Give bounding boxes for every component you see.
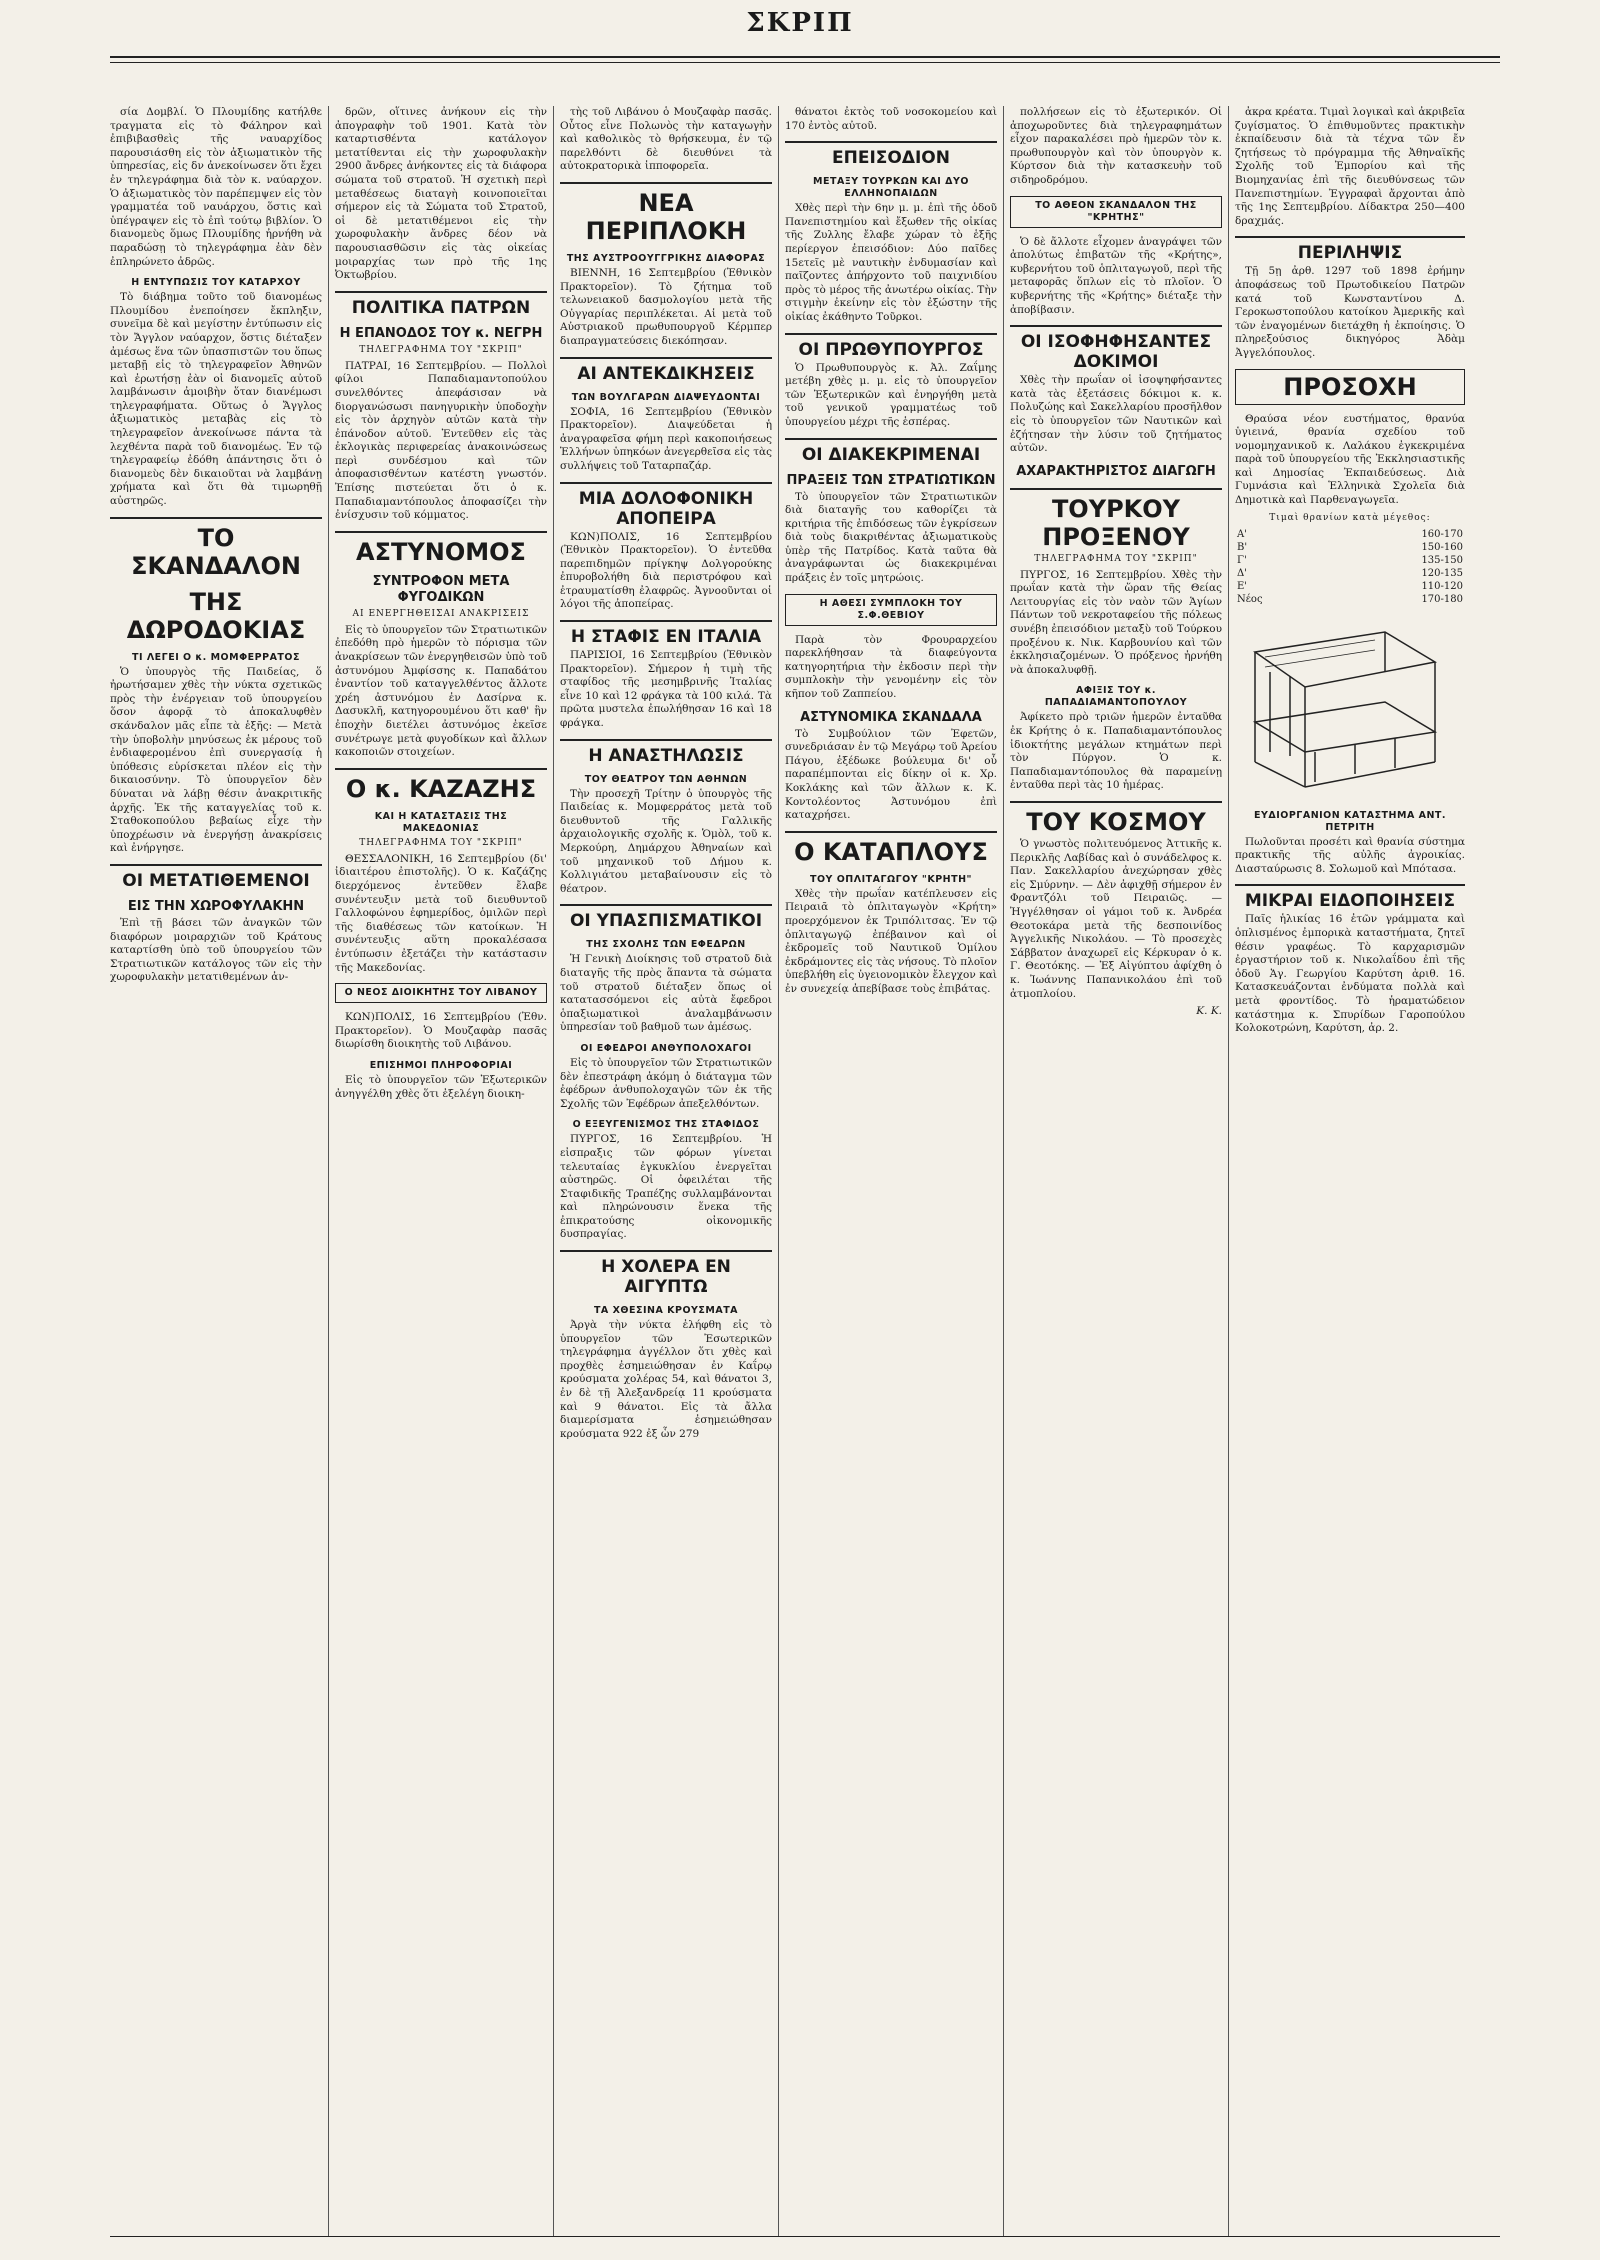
article-headline: ΟΙ ΠΡΩΘΥΠΟΥΡΓΟΣ [785,333,997,360]
article-headline: ΑΦΙΞΙΣ ΤΟΥ κ. ΠΑΠΑΔΙΑΜΑΝΤΟΠΟΥΛΟΥ [1044,685,1188,709]
article-text: ΠΥΡΓΟΣ, 16 Σεπτεμβρίου. Χθὲς τὴν πρωΐαν κατὰ τὴν ὥραν τῆς Θείας Λειτουργίας εἰς τὸν ναὸν τῶν Ἁγίων Πάντων τοῦ νεκροταφείου τῆς πόλεως συνέβη ἐπεισόδιον μεταξὺ τοῦ Τούρκου προξένου κ. Νικ. Καρβουνίου καὶ τῶν ἐκκλησιαζομένων. Ὁ πρόξενος ἠρνήθη νὰ ἀποκαλυφθῇ. [1010,568,1222,676]
telegram-line: ΤΗΛΕΓΡΑΦΗΜΑ ΤΟΥ "ΣΚΡΙΠ" [359,344,523,355]
price-label: Νέος [1237,593,1263,605]
article-headline-sub: ΤΩΝ ΒΟΥΛΓΑΡΩΝ ΔΙΑΨΕΥΔΟΝΤΑΙ [571,391,761,403]
article-text: δρῶν, οἵτινες ἀνήκουν εἰς τὴν ἀπογραφὴν τοῦ 1901. Κατὰ τὸν καταρτισθέντα κατάλογον μετατίθενται εἰς τὴν χωροφυλακὴν 2900 ἄνδρες ἀνήκοντες εἰς τὰ διάφορα σώματα τοῦ στρατοῦ. Ἡ σχετικὴ περὶ μεταθέσεως διαταγὴ κοινοποιεῖται σήμερον εἰς τὰ Σώματα τοῦ Στρατοῦ, οἱ δὲ μετατιθέμενοι εἰς τὴν χωροφυλακὴν ἄνδρες δέον νὰ παρουσιασθῶσιν εἰς τὰς οἰκείας μοιραρχίας των πρὸ τῆς 1ης Ὀκτωβρίου. [335,106,547,282]
price-row [1235,528,1465,541]
article-text: Τὸ Συμβούλιον τῶν Ἐφετῶν, συνεδριάσαν ἐν τῷ Μεγάρῳ τοῦ Ἀρείου Πάγου, ἐξέδωκε βούλευμα δι' οὗ παραπέμπονται εἰς δίκην οἱ κ. Χρ. Κοκλάκης καὶ τῶν ἄλλων κ. Κ. Κοντολέοντος Ἀστυνόμου ἐπὶ καταχρήσει. [785,727,997,822]
price-label: Ε' [1237,580,1248,592]
article-headline-sub: ΕΙΣ ΤΗΝ ΧΩΡΟΦΥΛΑΚΗΝ [127,898,305,914]
article-headline: ΟΙ ΜΕΤΑΤΙΘΕΜΕΝΟΙ [110,864,322,891]
article-text: ΒΙΕΝΝΗ, 16 Σεπτεμβρίου (Ἐθνικὸν Πρακτορεῖον). Τὸ ζήτημα τοῦ τελωνειακοῦ δασμολογίου μετὰ τῆς Οὐγγαρίας περιπλέκεται. Αἱ μετὰ τοῦ Αὐστριακοῦ πρωθυπουργοῦ Κέρμπερ διαπραγματεύσεις διεκόπησαν. [560,266,772,347]
article-text: Ἡ Γενικὴ Διοίκησις τοῦ στρατοῦ διὰ διαταγῆς τῆς πρὸς ἅπαντα τὰ σώματα τοῦ στρατοῦ διέταξεν ὅπως οἱ κατατασσόμενοι εἰς αὐτὰ ἔφεδροι ὁπαξιωματικοὶ ἀναλαμβάνωσιν ὑπηρεσίαν τοῦ βαθμοῦ των ἀμέσως. [560,953,772,1034]
article-headline-sub: ΤΗΣ ΣΧΟΛΗΣ ΤΩΝ ΕΦΕΔΡΩΝ [586,939,746,951]
column-divider [328,106,329,2236]
article-text: Τὸ ὑπουργεῖον τῶν Στρατιωτικῶν διὰ διαταγῆς του καθορίζει τὰ κριτήρια τῆς ἐπιδόσεως τῶν ἐγκρίσεων διὰ τοὺς διακριθέντας ἀξιωματικοὺς ὑπὲρ τῆς Πατρίδος. Κατὰ ταῦτα θὰ ἀναγράφωνται ὡς διακεκριμέναι πράξεις ἐν τοῖς μητρώοις. [785,490,997,585]
notice-text: Παῖς ἡλικίας 16 ἐτῶν γράμματα καὶ ὁπλισμένος ἐμπορικὰ καταστήματα, ζητεῖ θέσιν γραφέως. Τὸ καρχαρισμῶν ἐργαστήριον τοῦ κ. Νικολαΐδου ἐπὶ τῆς ὁδοῦ Ἁγ. Γεωργίου Καρύτση ἀριθ. 16. Κατασκευάζονται ἐνδύματα πολλὰ καὶ μετὰ φροντίδος. Τὸ ἡραματώδειον κατάστημα κ. Σπυρίδων Γαροπούλου Κολοκοτρώνη, Καρύτση, ἀρ. 2. [1235,913,1465,1035]
article-headline: ΟΙ ΙΣΟΦΗΦΗΣΑΝΤΕΣ ΔΟΚΙΜΟΙ [1010,325,1222,372]
price-value: 150-160 [1421,541,1463,553]
telegram-line: ΤΗΛΕΓΡΑΦΗΜΑ ΤΟΥ "ΣΚΡΙΠ" [359,837,523,848]
price-row [1235,580,1465,593]
article-text: Ὁ Πρωθυπουργὸς κ. Ἀλ. Ζαΐμης μετέβη χθὲς μ. μ. εἰς τὸ ὑπουργεῖον τῶν Ἐξωτερικῶν καὶ ἐνηργήθη μετὰ τοῦ γενικοῦ γραμματέως τοῦ ὑπουργείου μέχρι τῆς ἑσπέρας. [785,361,997,428]
notice-headline: ΠΕΡΙΛΗΨΙΣ [1235,236,1465,263]
article-headline-sub: ΠΡΑΞΕΙΣ ΤΩΝ ΣΤΡΑΤΙΩΤΙΚΩΝ [786,472,996,488]
article-headline-sub: ΜΕΤΑΞΥ ΤΟΥΡΚΩΝ ΚΑΙ ΔΥΟ ΕΛΛΗΝΟΠΑΙΔΩΝ [813,176,969,200]
article-text: Εἰς τὸ ὑπουργεῖον τῶν Στρατιωτικῶν δὲν ἐπεστράφη ἀκόμη ὁ διάταγμα τῶν ἐφέδρων ἀνθυπολοχαγῶν τῶν ἐκ τῆς Σχολῆς τῶν Ἐφέδρων ἀπεξελθόντων. [560,1056,772,1110]
article-text: Χθὲς τὴν πρωΐαν κατέπλευσεν εἰς Πειραιᾶ τὸ ὁπλιταγωγὸν «Κρήτη» προερχόμενον ἐκ Τριπόλιτσας. Ἐν τῷ ὁπλιταγωγῷ ἐπέβαινον καὶ οἱ ἐκδρομεῖς τοῦ Ναυτικοῦ Ὁμίλου ἐκδράμοντες εἰς τὰς νήσους. Τὸ πλοῖον ὑπεβλήθη εἰς ὑγειονομικὸν ἔλεγχον καὶ ἐν συνεχείᾳ ἀπεβίβασε τοὺς ἐπιβάτας. [785,887,997,995]
price-label: Γ' [1237,554,1247,566]
price-value: 170-180 [1421,593,1463,605]
article-text: Εἰς τὸ ὑπουργεῖον τῶν Ἐξωτερικῶν ἀνηγγέλθη χθὲς ὅτι ἐξελέγη διοικη- [335,1073,547,1100]
article-subheading: ΤΙ ΛΕΓΕΙ Ο κ. ΜΟΜΦΕΡΡΑΤΟΣ [132,651,300,663]
article-headline: ΑΙ ΑΝΤΕΚΔΙΚΗΣΕΙΣ [560,357,772,384]
article-text: Τὴν προσεχῆ Τρίτην ὁ ὑπουργὸς τῆς Παιδείας κ. Μομφερράτος μετὰ τοῦ διευθυντοῦ τῆς Γαλλικῆς ἀρχαιολογικῆς σχολῆς κ. Ὁμὸλ, τοῦ κ. Μερκούρη, Δημάρχου Ἀθηναίων καὶ τοῦ μηχανικοῦ τοῦ Δήμου κ. Κολλιγιάτου μεταβαίνουσιν εἰς τὸ θέατρον. [560,787,772,895]
column-4 [785,106,997,2226]
price-label: Δ' [1237,567,1247,579]
article-text: Τὸ διάβημα τοῦτο τοῦ διανομέως Πλουμίδου ἐνεποίησεν ἔκπληξιν, συνεῖμα δὲ καὶ μεγίστην ἐντύπωσιν εἰς τὸν Ἄγγλον ναύαρχον, ὅστις διέταξεν ἀμέσως ἕνα τῶν ὑπασπιστῶν του ὅπως μεταβῇ εἰς τὸ τηλεγραφεῖον Ἀθηνῶν καὶ ἐρωτήσῃ ἐὰν οἱ διανομεῖς αὐτοῦ λαμβάνωσιν ἀμοιβὴν ὅταν διανέμωσι τηλεγραφήματα. Οὕτως ὁ Ἄγγλος ἀξιωματικὸς μεταβὰς εἰς τὸ τηλεγραφεῖον ἀνεκοίνωσε πάντα τὰ λεχθέντα παρὰ τοῦ διανομέως. Ἐν τῷ τηλεγραφείῳ ἐδόθη ἀπάντησις ὅτι ὁ διανομεὺς δὲν δικαιοῦται νὰ λαμβάνῃ χρήματα καὶ ὅτι θὰ τιμωρηθῇ αὐστηρῶς. [110,291,322,508]
article-headline: Ο κ. ΚΑΖΑΖΗΣ [335,768,547,803]
price-value: 135-150 [1421,554,1463,566]
price-value: 160-170 [1421,528,1463,540]
article-text: πολλήσεων εἰς τὸ ἐξωτερικόν. Οἱ ἀποχωροῦντες διὰ τηλεγραφημάτων εἶχον παρακαλέσει πρὸ ἡμερῶν τὸν κ. πρωθυπουργὸν καὶ τὸν ὑπουργὸν κ. Κύρτσον διὰ τὴν κατασκευὴν τοῦ σιδηροδρόμου. [1010,106,1222,186]
telegram-line: ΤΗΛΕΓΡΑΦΗΜΑ ΤΟΥ "ΣΚΡΙΠ" [1034,553,1198,564]
article-headline: ΑΣΤΥΝΟΜΟΣ [335,531,547,566]
price-table-title: Τιμαὶ θρανίων κατὰ μέγεθος: [1269,512,1431,523]
column-divider [778,106,779,2236]
article-text: ΣΟΦΙΑ, 16 Σεπτεμβρίου (Ἐθνικὸν Πρακτορεῖον). Διαψεύδεται ἡ ἀναγραφεῖσα φήμη περὶ κακοποιήσεως Ἑλλήνων ὑπηκόων ἀνεγερθεῖσα εἰς τὰς συλλήψεις τοῦ Ταταρπαζάρ. [560,405,772,472]
column-5 [1010,106,1222,2226]
column-divider [1228,106,1229,2236]
notices-headline: ΜΙΚΡΑΙ ΕΙΔΟΠΟΙΗΣΕΙΣ [1235,884,1465,911]
article-headline: ΤΟ ΑΘΕΟΝ ΣΚΑΝΔΑΛΟΝ ΤΗΣ "ΚΡΗΤΗΣ" [1010,196,1222,228]
price-row [1235,593,1465,606]
price-label: Α' [1237,528,1247,540]
column-6 [1235,106,1465,2226]
article-headline-sub: ΤΗΣ ΔΩΡΟΔΟΚΙΑΣ [126,587,306,644]
article-text: ΠΑΡΙΣΙΟΙ, 16 Σεπτεμβρίου (Ἐθνικὸν Πρακτορεῖον). Σήμερον ἡ τιμὴ τῆς σταφίδος τῆς μεσημβρινῆς Ἰταλίας εἶνε 10 καὶ 12 φράγκα τὰ 100 κιλά. Τὰ πρῶτα μυστελα ἐπωλήθησαν 16 καὶ 18 φράγκα. [560,649,772,730]
advert-headline: ΠΡΟΣΟΧΗ [1235,369,1465,405]
article-headline: ΟΙ ΔΙΑΚΕΚΡΙΜΕΝΑΙ [785,438,997,465]
article-headline: ΑΧΑΡΑΚΤΗΡΙΣΤΟΣ ΔΙΑΓΩΓΗ [1016,463,1216,479]
article-text: Ὁ ὑπουργὸς τῆς Παιδείας, ὅ ἠρωτήσαμεν χθὲς τὴν νύκτα σχετικῶς πρὸς τὴν ἐνέργειαν τοῦ ὑπουργείου ὅσον ἀφορᾷ τὸ ἀποκαλυφθὲν σκάνδαλον μᾶς εἶπε τὰ ἑξῆς: — Μετὰ τὴν ὑποβολὴν μηνύσεως ἐκ μέρους τοῦ ἐνδιαφερομένου ἐπὶ συνεργασίᾳ ἡ ὑπόθεσις εὑρίσκεται πλέον εἰς τὴν δικαιοσύνην. Τὸ ὑπουργεῖον δὲν δύναται νὰ λάβῃ θέσιν ἀνακριτικῆς ἀρχῆς. Ἐκ τῆς καταγγελίας τοῦ κ. Σταθοκοπούλου βεβαίως εἶχε τὴν ὑποχρέωσιν νὰ ἐνεργήσῃ ἀνακρίσεις καὶ ἐνήργησε. [110,665,322,855]
price-label: Β' [1237,541,1248,553]
column-3 [560,106,772,2226]
article-text: ΚΩΝ)ΠΟΛΙΣ, 16 Σεπτεμβρίου (Ἐθνικὸν Πρακτορεῖον). Ὁ ἐντεῦθα παρεπιδημῶν πρίγκηψ Δολγορούκης ἐπυροβολήθη διὰ περιστρόφου καὶ ἐτραυματίσθη ἐλαφρῶς. Ἀγνοοῦνται οἱ λόγοι τῆς ἀποπείρας. [560,530,772,611]
article-text: ΠΥΡΓΟΣ, 16 Σεπτεμβρίου. Ἡ εἰσπραξις τῶν φόρων γίνεται τελευταίας ἐγκυκλίου ἐνεργεῖται αὐστηρῶς. Οἱ ὀφειλέται τῆς Σταφιδικῆς Τραπέζης συλλαμβάνονται καὶ πληρώνουσιν ἕνεκα τῆς ἐπικρατούσης οἰκονομικῆς δυσπραγίας. [560,1133,772,1241]
article-headline: ΠΟΛΙΤΙΚΑ ΠΑΤΡΩΝ [335,291,547,318]
advert-headline: ΕΥΔΙΟΡΓΑΝΙΟΝ ΚΑΤΑΣΤΗΜΑ ΑΝΤ. ΠΕΤΡΙΤΗ [1254,809,1446,833]
price-row [1235,541,1465,554]
column-2 [335,106,547,2226]
article-text: Ἀργὰ τὴν νύκτα ἐλήφθη εἰς τὸ ὑπουργεῖον τῶν Ἐσωτερικῶν τηλεγράφημα ἀγγέλλον ὅτι χθὲς καὶ προχθὲς ἐσημειώθησαν ἐν Καΐρῳ κρούσματα χολέρας 54, καὶ θάνατοι 3, ἐν δὲ τῇ Ἀλεξανδρείᾳ 11 κρούσματα καὶ 9 θάνατοι. Εἰς τὰ ἄλλα διαμερίσματα ἐσημειώθησαν κρούσματα 922 ἐξ ὧν 279 [560,1319,772,1440]
price-table [1235,528,1465,606]
article-text: Χθὲς περὶ τὴν 6ην μ. μ. ἐπὶ τῆς ὁδοῦ Πανεπιστημίου καὶ ἔξωθεν τῆς οἰκίας τῆς Ζυλλης ἔλαβε χώραν τὸ ἑξῆς περίεργον ἐπεισόδιον: Δύο παῖδες 15ετεῖς μὲ ναυτικὴν ἐνδυμασίαν καὶ παῖζοντες ἀπήρχοντο τοῦ παιχνιδίου πρὸς τὸ μέρος τῆς ἀνωτέρω οἰκίας. Τὴν στιγμὴν ἐκείνην εἰς τὸν ἐξώστην τῆς οἰκίας ἐκάθηντο Τοῦρκοι. [785,202,997,323]
masthead-title: ΣΚΡΙΠ [746,8,854,38]
article-headline-sub: ΤΟΥ ΟΠΛΙΤΑΓΩΓΟΥ "ΚΡΗΤΗ" [809,873,973,885]
section-heading: Η ΕΝΤΥΠΩΣΙΣ ΤΟΥ ΚΑΤΑΡΧΟΥ [131,277,301,289]
signature: Κ. Κ. [1196,1005,1222,1018]
article-headline: Η ΑΘΕΣΙ ΣΥΜΠΛΟΚΗ ΤΟΥ Σ.Φ.ΘΕΒΙΟΥ [785,594,997,626]
column-divider [1003,106,1004,2236]
article-headline-sub: ΤΟΥ ΘΕΑΤΡΟΥ ΤΩΝ ΑΘΗΝΩΝ [584,773,748,785]
article-headline-sub: ΣΥΝΤΡΟΦΟΝ ΜΕΤΑ ΦΥΓΟΔΙΚΩΝ [372,573,510,605]
article-headline-sub: ΤΗΣ ΑΥΣΤΡΟΟΥΓΓΡΙΚΗΣ ΔΙΑΦΟΡΑΣ [566,252,766,264]
article-text: Χθὲς τὴν πρωΐαν οἱ ἰσοψηφήσαντες κατὰ τὰς ἐξετάσεις δόκιμοι κ. κ. Πολυζώης καὶ Σακελλαρίου προσῆλθον εἰς τὸ ὑπουργεῖον τῶν Ναυτικῶν καὶ ἐζήτησαν τὴν λύσιν τοῦ ζητήματος αὐτῶν. [1010,374,1222,455]
price-value: 110-120 [1421,580,1463,592]
masthead-rule-thin [110,62,1500,63]
column-divider [553,106,554,2236]
article-text: ἀκρα κρέατα. Τιμαὶ λογικαὶ καὶ ἀκριβεῖα ζυγίσματος. Ὁ ἐπιθυμοῦντες πρακτικὴν ἐκπαίδευσιν διὰ τὰ τέχνα τῶν ἔν ζητήσεως τὸ πρόγραμμα τῆς Ἀθηναϊκῆς Σχολῆς τοῦ Ἐμπορίου καὶ τῆς Βιομηχανίας ἐπὶ τῆς διευθύνσεως τῶν Πανεπιστημίων. Ἐγγραφαὶ ἄρχονται ἀπὸ τῆς 1ης Σεπτεμβρίου. Δίδακτρα 250—400 δραχμάς. [1235,106,1465,227]
school-desk-illustration [1235,612,1445,802]
article-headline: ΟΙ ΕΦΕΔΡΟΙ ΑΝΘΥΠΟΛΟΧΑΓΟΙ [580,1042,752,1054]
article-subheading: ΑΙ ΕΝΕΡΓΗΘΕΙΣΑΙ ΑΝΑΚΡΙΣΕΙΣ [352,608,530,619]
article-headline: ΤΟ ΣΚΑΝΔΑΛΟΝ [110,517,322,580]
article-text: θάνατοι ἐκτὸς τοῦ νοσοκομείου καὶ 170 ἐντὸς αὐτοῦ. [785,106,997,132]
article-headline-sub: ΚΑΙ Η ΚΑΤΑΣΤΑΣΙΣ ΤΗΣ ΜΑΚΕΔΟΝΙΑΣ [374,810,508,834]
price-value: 120-135 [1421,567,1463,579]
article-headline: ΟΙ ΥΠΑΣΠΙΣΜΑΤΙΚΟΙ [560,904,772,931]
article-headline: ΕΠΙΣΗΜΟΙ ΠΛΗΡΟΦΟΡΙΑΙ [369,1059,513,1071]
article-text: Ὁ δὲ ἄλλοτε εἶχομεν ἀναγράψει τῶν ἀπολύτως ἐπιβατῶν τῆς «Κρήτης», κυβερνήτου τοῦ ὁπλιταγωγοῦ, περὶ τῆς μεταφορᾶς ὅπλων εἰς τὸ πλοῖον. Ὁ κυβερνήτης τῆς «Κρήτης» διέταξε τὴν ἀποβίβασιν. [1010,235,1222,316]
article-text: Παρὰ τὸν Φρουραρχείου παρεκλήθησαν τὰ διαφεύγοντα κατηγορητήρια τὴν ἐκδοσιν περὶ τὴν συμπλοκὴν τὴν γενομένην εἰς τὸν κῆπον τοῦ Ζαππείου. [785,633,997,701]
article-text: ΘΕΣΣΑΛΟΝΙΚΗ, 16 Σεπτεμβρίου (δι' ἰδιαιτέρου ἐπιστολῆς). Ὁ κ. Καζάζης διερχόμενος ἐντεῦθεν ἔλαβε συνέντευξιν μετὰ τοῦ διευθυντοῦ Γαλλοφώνου ἐφημερίδος, ὁμιλῶν περὶ τῆς διαθέσεως τῶν κατοίκων. Ἡ συνέντευξις αὕτη προκαλέσασα ἐντύπωσιν ἐξετάζει τὴν κατάστασιν τῆς Μακεδονίας. [335,852,547,974]
price-row [1235,567,1465,580]
article-headline-sub: ΤΟΥΡΚΟΥ ΠΡΟΞΕΝΟΥ [1010,488,1222,551]
footer-rule [110,2236,1500,2237]
advert-text: Θραύσα νέον ευστήματος, θρανύα ὑγιεινά, θρανία σχεδίου τοῦ νομομηχανικοῦ κ. Λαλάκου ἐγκεκριμένα παρὰ τοῦ ὑπουργείου τῆς Ἐκκλησιαστικῆς καὶ Δημοσίας Ἐκπαιδεύσεως. Διὰ Γυμνάσια καὶ Ἑλληνικὰ Σχολεῖα διὰ Δημοτικὰ καὶ Παρθεναγωγεῖα. [1235,412,1465,507]
article-text: τὴς τοῦ Λιβάνου ὁ Μουζαφὰρ πασᾶς. Οὗτος εἶνε Πολωνὸς τὴν καταγωγὴν καὶ καθολικὸς τὸ θρήσκευμα, ἐν τῷ παρελθόντι δὲ διευθύνει τὰ αὐτοκρατορικὰ ἱπποφορεῖα. [560,106,772,173]
article-headline: ΕΠΕΙΣΟΔΙΟΝ [785,141,997,168]
article-headline: ΜΙΑ ΔΟΛΟΦΟΝΙΚΗ ΑΠΟΠΕΙΡΑ [560,482,772,529]
article-headline: Ο ΝΕΟΣ ΔΙΟΙΚΗΤΗΣ ΤΟΥ ΛΙΒΑΝΟΥ [335,983,547,1003]
article-headline: ΝΕΑ ΠΕΡΙΠΛΟΚΗ [560,182,772,245]
price-row [1235,554,1465,567]
masthead-rule [110,56,1500,58]
column-1 [110,106,322,2226]
article-headline: Η ΑΝΑΣΤΗΛΩΣΙΣ [560,739,772,766]
article-text: Ἐπὶ τῇ βάσει τῶν ἀναγκῶν τῶν διαφόρων μοιραρχιῶν τοῦ Κράτους καταρτίσθη ὑπὸ τοῦ ὑπουργείου τῶν Στρατιωτικῶν κατάλογος τῶν εἰς τὴν χωροφυλακὴν μετατιθεμένων ἀν- [110,916,322,984]
article-headline-sub: Η ΕΠΑΝΟΔΟΣ ΤΟΥ κ. ΝΕΓΡΗ [339,325,543,341]
article-text: σία Δομβλί. Ὁ Πλουμίδης κατήλθε τραγματα εἰς τὸ Φάληρον καὶ ἐπιβιβασθεὶς τῆς ναυαρχίδος παρουσιάσθη εἰς τὸν ἀξιωματικὸν τῆς ὑπηρεσίας, εἰς δν ἀνεκοίνωσεν ὅτι ἔχει ἐν τηλεγράφημα διὰ τὸν κ. ναύαρχον. Ὁ ἀξιωματικὸς τὸν παρέπεμψεν εἰς τὸν γραμματέα τοῦ ναυάρχου, ὅστις καὶ ὑπέγραψεν εἰς τὸ ἐπὶ τούτῳ βιβλίον. Ὁ διανομεὺς ὅμως Πλουμίδης ἠρνήθη νὰ παραδώσῃ τὸ τηλεγράφημα ἐὰν δὲν ἐπληρώνετο ἀδρῶς. [110,106,322,268]
article-headline: Ο ΚΑΤΑΠΛΟΥΣ [785,831,997,866]
article-headline: Η ΧΟΛΕΡΑ ΕΝ ΑΙΓΥΠΤΩ [560,1250,772,1297]
article-headline: Ο ΕΞΕΥΓΕΝΙΣΜΟΣ ΤΗΣ ΣΤΑΦΙΔΟΣ [572,1119,760,1131]
article-headline: Η ΣΤΑΦΙΣ ΕΝ ΙΤΑΛΙΑ [560,620,772,647]
article-text: ΠΑΤΡΑΙ, 16 Σεπτεμβρίου. — Πολλοὶ φίλοι Παπαδιαμαντοπούλου συνελθόντες ἀπεφάσισαν νὰ διοργανώσωσι πανηγυρικὴν ὑποδοχὴν εἰς τὸν ἀρχηγὸν αὐτῶν κατὰ τὴν ἐπάνοδον αὐτοῦ. Ἐντεῦθεν εἰς τὰς ἐκλογικὰς περιφερείας ἀνακοινώσεως περὶ συνδέσμου καὶ τῶν ἀποφασισθέντων κατέστη γνωστόν. Ἐπίσης πιστεύεται ὅτι ὁ κ. Παπαδιαμαντόπουλος ἀποφασίζει τὴν ἐνίσχυσιν τοῦ κόμματος. [335,359,547,522]
article-headline: ΤΟΥ ΚΟΣΜΟΥ [1010,801,1222,836]
article-text: Εἰς τὸ ὑπουργεῖον τῶν Στρατιωτικῶν ἐπεδόθη πρὸ ἡμερῶν τὸ πόρισμα τῶν ἀνακρίσεων τῶν ἐνεργηθεισῶν ὑπὸ τοῦ ἀστυνόμου Ἀμφίσσης κ. Παπαδάτου ἐναντίον τοῦ καταγγελθέντος ἄλλοτε χρέη ἀστυνόμου ἐν Δασίρνα κ. Δασυκλῆ, κατηγορουμένου ὅτι καθ' ἣν ἐποχὴν διετέλει ἀστυνόμος ἐκεῖσε συνέτρωγε μετὰ φυγοδίκων καὶ ἄλλων κακοποιῶν στοιχείων. [335,623,547,759]
article-text: Ὁ γνωστὸς πολιτευόμενος Ἀττικῆς κ. Περικλῆς Λαβίδας καὶ ὁ συνάδελφος κ. Παν. Σακελλαρίου ἀνεχώρησαν χθὲς εἰς Σμύρνην. — Δὲν ἀφιχθῇ σήμερον ἐν Φραντζόλι τοῦ Πειραιῶς. — Ἠγγέλθησαν οἱ γάμοι τοῦ κ. Ἀνδρέα Θεοτοκάρα μετὰ τῆς δεσποινίδος Ἀγγελικῆς Νικολάου. — Τὸ προσεχὲς Σάββατον ἀναχωρεῖ εἰς Κέρκυραν ὁ κ. Γ. Θεοτόκης. — Ἐξ Αἰγύπτου ἀφίχθη ὁ κ. Ἰωάννης Παπανικολάου ἐπὶ τοῦ ἀτμοπλοίου. [1010,838,1222,1000]
advert-text: Πωλοῦνται προσέτι καὶ θρανία σύστημα πρακτικῆς τῆς αὐλῆς ἀγροικίας. Διασταύρωσις 8. Σολωμοῦ καὶ Μπότασα. [1235,835,1465,875]
article-headline: ΑΣΤΥΝΟΜΙΚΑ ΣΚΑΝΔΑΛΑ [800,709,982,725]
article-headline-sub: ΤΑ ΧΘΕΣΙΝΑ ΚΡΟΥΣΜΑΤΑ [593,1305,739,1317]
notice-text: Τῇ 5ῃ ἀρθ. 1297 τοῦ 1898 ἐρήμην ἀποφάσεως τοῦ Πρωτοδικείου Πατρῶν κατά τοῦ Κωνσταντίνου Δ. Γεροκωστοπούλου κατοίκου Ἀμερικῆς καὶ τῶν ἐναγομένων διετάχθη ἡ ἐκποίησις. Ὁ πληρεξούσιος δικηγόρος Ἀδὰμ Ἀγγελόπουλος. [1235,265,1465,359]
article-text: ΚΩΝ)ΠΟΛΙΣ, 16 Σεπτεμβρίου (Ἐθν. Πρακτορεῖον). Ὁ Μουζαφὰρ πασᾶς διωρίσθη διοικητὴς τοῦ Λιβάνου. [335,1011,547,1051]
article-text: Ἀφίκετο πρὸ τριῶν ἡμερῶν ἐνταῦθα ἐκ Κρήτης ὁ κ. Παπαδιαμαντόπουλος ἰδιοκτήτης μεγάλων κτημάτων περὶ τὸν Πύργον. Ὁ κ. Παπαδιαμαντόπουλος θὰ παραμείνῃ ἐνταῦθα περὶ τὰς 10 ἡμέρας. [1010,711,1222,792]
